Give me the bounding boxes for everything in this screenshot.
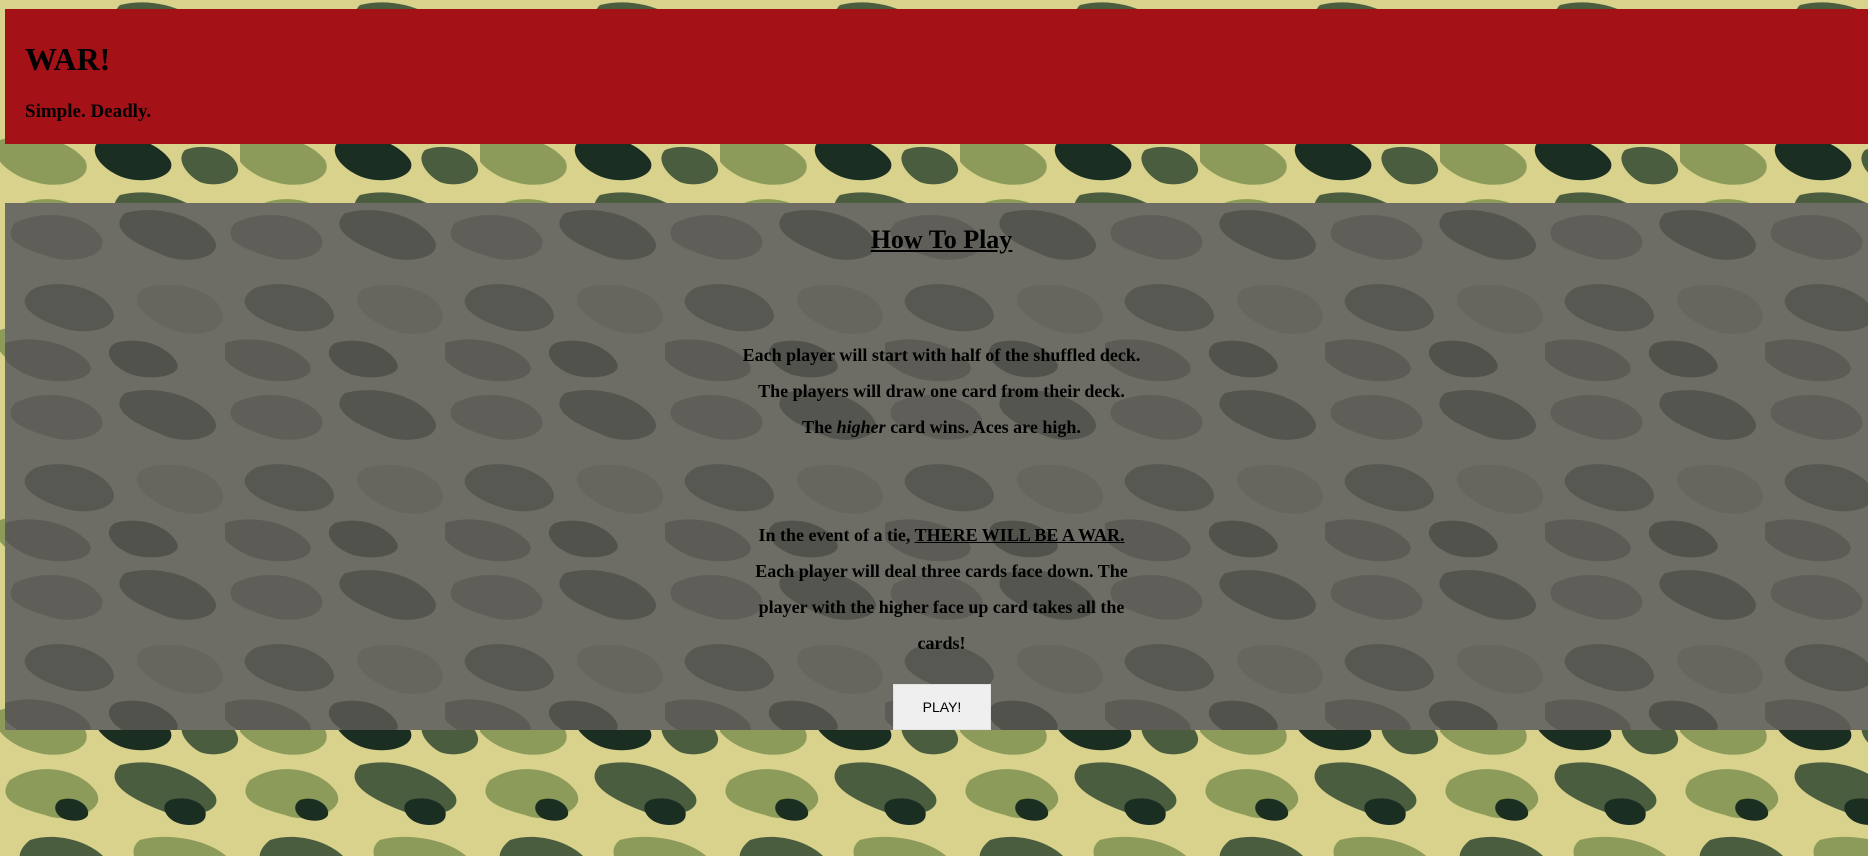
tie-rule-prefix: In the event of a tie, [758,525,915,545]
rule-higher-emphasis: higher [836,417,886,437]
rule-line: Each player will start with half of the shuffled deck. [742,345,1141,365]
basic-rules [5,337,1868,445]
tie-rule-rest: Each player will deal three cards face down. The player with the higher face up card takes all the cards! [755,561,1128,653]
tie-rules [5,517,1868,661]
how-to-play-heading: How To Play [870,225,1013,254]
site-header [5,9,1868,144]
site-title: WAR! [25,41,111,77]
site-tagline: Simple. Deadly. [25,101,152,122]
rule-higher-suffix: card wins. Aces are high. [885,417,1081,437]
rule-higher-prefix: The [802,417,837,437]
rule-line: The players will draw one card from their deck. [758,381,1125,401]
tie-rule-emphasis: THERE WILL BE A WAR. [914,525,1125,545]
rule-line-higher [5,409,1868,445]
how-to-play-panel [5,203,1868,730]
tie-rule-paragraph [751,517,1133,661]
play-button[interactable]: PLAY! [893,684,991,730]
